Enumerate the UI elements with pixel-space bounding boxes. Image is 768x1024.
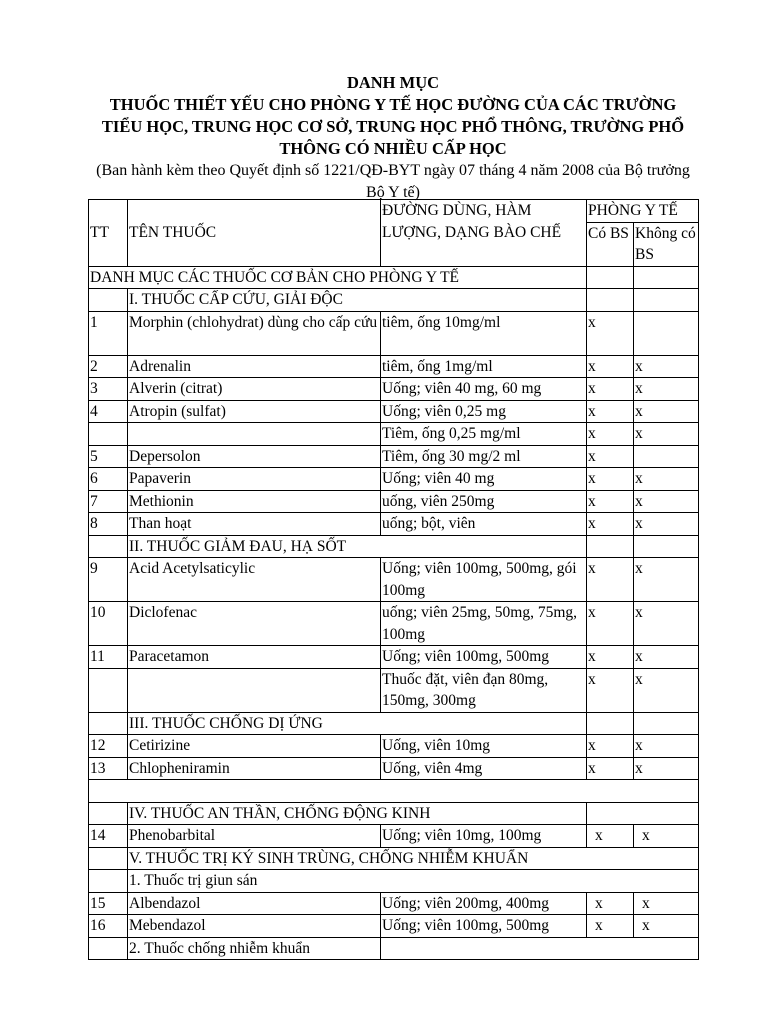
doc-subtitle: (Ban hành kèm theo Quyết định số 1221/QĐ-BYT ngày 07 tháng 4 năm 2008 của Bộ trưởng Bộ Y tế): [96, 162, 690, 201]
cell-name: Mebendazol: [128, 915, 381, 938]
table-row: [89, 825, 699, 848]
cell-tt: 3: [89, 378, 128, 401]
header-name: TÊN THUỐC: [128, 200, 381, 267]
table-row: [89, 378, 699, 401]
cell-route: tiêm, ống 1mg/ml: [381, 355, 587, 378]
section-row: [89, 266, 699, 289]
cell-nobs: x: [634, 892, 699, 915]
table-header-row: [89, 200, 699, 223]
cell-tt: 10: [89, 602, 128, 646]
cell-nobs: x: [634, 915, 699, 938]
cell-tt: 12: [89, 735, 128, 758]
cell-nobs: x: [634, 355, 699, 378]
header-room: PHÒNG Y TẾ: [587, 200, 699, 223]
cell-tt: 5: [89, 445, 128, 468]
cell-nobs: x: [634, 668, 699, 712]
cell-route: Thuốc đặt, viên đạn 80mg, 150mg, 300mg: [381, 668, 587, 712]
cell-name: Chlopheniramin: [128, 757, 381, 780]
cell-route: Uống; viên 40 mg: [381, 468, 587, 491]
cell-tt: 16: [89, 915, 128, 938]
table-row: [89, 757, 699, 780]
empty-row: [89, 780, 699, 803]
table-row: [89, 355, 699, 378]
header-route: ĐƯỜNG DÙNG, HÀM LƯỢNG, DẠNG BÀO CHẾ: [381, 200, 587, 267]
cell-route: Uống, viên 10mg: [381, 735, 587, 758]
cell-route: uống; viên 25mg, 50mg, 75mg, 100mg: [381, 602, 587, 646]
table-row: [89, 646, 699, 669]
header-bs: Có BS: [587, 222, 634, 266]
cell-name: [128, 423, 381, 446]
cell-nobs: x: [634, 468, 699, 491]
subsection-1: 1. Thuốc trị giun sán: [128, 870, 699, 893]
cell-bs: x: [587, 468, 634, 491]
cell-nobs: x: [634, 513, 699, 536]
document-header: [88, 72, 698, 204]
subsection-row: [89, 870, 699, 893]
table-row: [89, 513, 699, 536]
cell-bs: x: [587, 490, 634, 513]
cell-route: tiêm, ống 10mg/ml: [381, 311, 587, 355]
cell-name: [128, 668, 381, 712]
cell-tt: [89, 423, 128, 446]
cell-route: Uống, viên 4mg: [381, 757, 587, 780]
cell-tt: 2: [89, 355, 128, 378]
table-row: [89, 668, 699, 712]
cell-bs: x: [587, 558, 634, 602]
section-2: II. THUỐC GIẢM ĐAU, HẠ SỐT: [128, 535, 587, 558]
cell-route: Uống; viên 40 mg, 60 mg: [381, 378, 587, 401]
section-5: V. THUỐC TRỊ KÝ SINH TRÙNG, CHỐNG NHIỄM KHUẨN: [128, 847, 699, 870]
cell-bs: x: [587, 825, 634, 848]
cell-bs: x: [587, 757, 634, 780]
cell-nobs: x: [634, 825, 699, 848]
cell-tt: 11: [89, 646, 128, 669]
cell-nobs: x: [634, 757, 699, 780]
cell-route: uống, viên 250mg: [381, 490, 587, 513]
cell-name: Diclofenac: [128, 602, 381, 646]
cell-bs: x: [587, 400, 634, 423]
cell-route: Uống; viên 100mg, 500mg: [381, 915, 587, 938]
doc-title-main: THUỐC THIẾT YẾU CHO PHÒNG Y TẾ HỌC ĐƯỜNG CỦA CÁC TRƯỜNG TIỂU HỌC, TRUNG HỌC CƠ SỞ, TRUNG HỌC PHỔ THÔNG, TRƯỜNG PHỔ THÔNG CÓ NHIỀU CẤP HỌC: [101, 95, 685, 158]
section-1: I. THUỐC CẤP CỨU, GIẢI ĐỘC: [128, 289, 587, 312]
cell-name: Adrenalin: [128, 355, 381, 378]
cell-route: Uống; viên 0,25 mg: [381, 400, 587, 423]
section-main: DANH MỤC CÁC THUỐC CƠ BẢN CHO PHÒNG Y TẾ: [89, 266, 587, 289]
section-row: [89, 802, 699, 825]
header-nobs: Không có BS: [634, 222, 699, 266]
table-row: [89, 423, 699, 446]
cell-tt: 14: [89, 825, 128, 848]
cell-route: Uống; viên 200mg, 400mg: [381, 892, 587, 915]
header-tt: TT: [89, 200, 128, 267]
cell-bs: x: [587, 892, 634, 915]
cell-bs: x: [587, 355, 634, 378]
doc-title: DANH MỤC: [346, 73, 440, 92]
table-row: [89, 445, 699, 468]
cell-bs: x: [587, 513, 634, 536]
cell-name: Acid Acetylsaticylic: [128, 558, 381, 602]
cell-nobs: x: [634, 735, 699, 758]
cell-name: Phenobarbital: [128, 825, 381, 848]
cell-nobs: x: [634, 558, 699, 602]
cell-route: Uống; viên 100mg, 500mg, gói 100mg: [381, 558, 587, 602]
cell-name: Alverin (citrat): [128, 378, 381, 401]
cell-tt: 15: [89, 892, 128, 915]
table-row: [89, 602, 699, 646]
cell-name: Atropin (sulfat): [128, 400, 381, 423]
cell-nobs: [634, 445, 699, 468]
subsection-row: [89, 937, 699, 960]
cell-nobs: x: [634, 423, 699, 446]
cell-tt: 6: [89, 468, 128, 491]
cell-name: Methionin: [128, 490, 381, 513]
table-row: [89, 735, 699, 758]
cell-name: Paracetamon: [128, 646, 381, 669]
cell-tt: 1: [89, 311, 128, 355]
cell-bs: x: [587, 646, 634, 669]
section-3: III. THUỐC CHỐNG DỊ ỨNG: [128, 712, 587, 735]
cell-route: Tiêm, ống 0,25 mg/ml: [381, 423, 587, 446]
cell-name: Albendazol: [128, 892, 381, 915]
cell-name: Morphin (chlohydrat) dùng cho cấp cứu: [128, 311, 381, 355]
table-row: [89, 400, 699, 423]
cell-tt: 4: [89, 400, 128, 423]
cell-tt: 13: [89, 757, 128, 780]
cell-tt: 8: [89, 513, 128, 536]
table-row: [89, 892, 699, 915]
cell-name: Cetirizine: [128, 735, 381, 758]
cell-name: Papaverin: [128, 468, 381, 491]
cell-nobs: x: [634, 378, 699, 401]
subsection-2: 2. Thuốc chống nhiễm khuẩn: [128, 937, 381, 960]
cell-bs: x: [587, 311, 634, 355]
section-row: [89, 535, 699, 558]
table-row: [89, 490, 699, 513]
cell-name: Depersolon: [128, 445, 381, 468]
section-row: [89, 712, 699, 735]
cell-nobs: x: [634, 602, 699, 646]
cell-bs: x: [587, 602, 634, 646]
cell-nobs: x: [634, 490, 699, 513]
cell-bs: x: [587, 445, 634, 468]
table-row: [89, 915, 699, 938]
medicine-table: [88, 199, 699, 960]
cell-bs: x: [587, 915, 634, 938]
cell-route: Uống; viên 10mg, 100mg: [381, 825, 587, 848]
cell-tt: [89, 668, 128, 712]
section-4: IV. THUỐC AN THẦN, CHỐNG ĐỘNG KINH: [128, 802, 587, 825]
cell-bs: x: [587, 735, 634, 758]
cell-route: Tiêm, ống 30 mg/2 ml: [381, 445, 587, 468]
section-row: [89, 847, 699, 870]
cell-nobs: [634, 311, 699, 355]
cell-tt: 9: [89, 558, 128, 602]
table-row: [89, 311, 699, 355]
cell-bs: x: [587, 668, 634, 712]
cell-nobs: x: [634, 646, 699, 669]
cell-name: Than hoạt: [128, 513, 381, 536]
cell-nobs: x: [634, 400, 699, 423]
section-row: [89, 289, 699, 312]
cell-bs: x: [587, 423, 634, 446]
table-row: [89, 468, 699, 491]
cell-route: Uống; viên 100mg, 500mg: [381, 646, 587, 669]
cell-tt: 7: [89, 490, 128, 513]
cell-route: uống; bột, viên: [381, 513, 587, 536]
table-row: [89, 558, 699, 602]
cell-bs: x: [587, 378, 634, 401]
